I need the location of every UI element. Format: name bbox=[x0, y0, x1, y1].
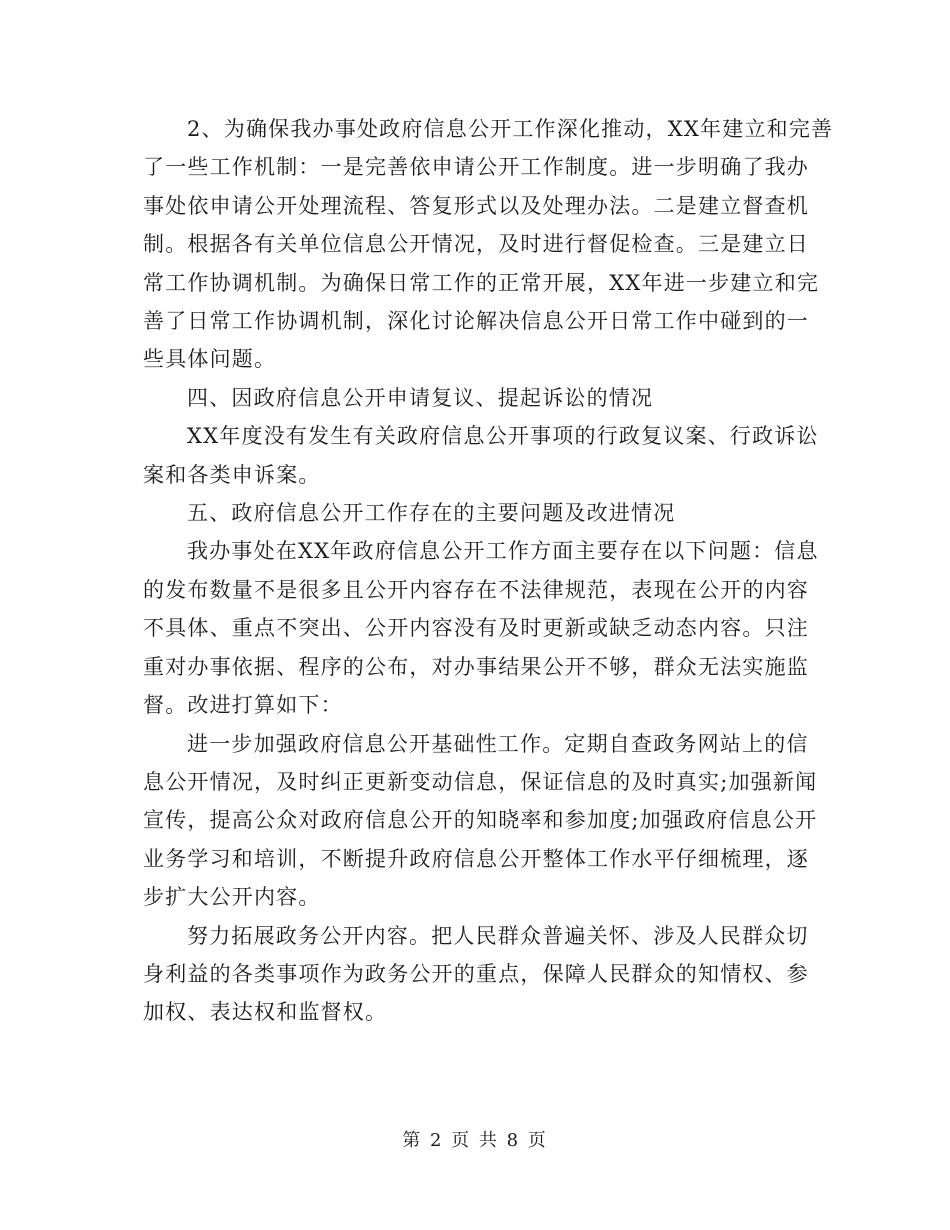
text-line: 五、政府信息公开工作存在的主要问题及改进情况 bbox=[187, 501, 676, 526]
section-heading-five bbox=[143, 494, 808, 532]
page-number-footer: 第 2 页 共 8 页 bbox=[402, 1130, 548, 1151]
text-line: 事处依申请公开处理流程、答复形式以及处理办法。二是建立督查机 bbox=[143, 193, 809, 218]
text-line: XX年度没有发生有关政府信息公开事项的行政复议案、行政诉讼 bbox=[187, 424, 819, 449]
text-line: 我办事处在XX年政府信息公开工作方面主要存在以下问题：信息 bbox=[187, 539, 819, 564]
text-line: 的发布数量不是很多且公开内容存在不法律规范，表现在公开的内容 bbox=[143, 577, 809, 602]
text-line: 业务学习和培训，不断提升政府信息公开整体工作水平仔细梳理，逐 bbox=[143, 846, 809, 871]
document-body bbox=[143, 110, 834, 1032]
text-line: 努力拓展政务公开内容。把人民群众普遍关怀、涉及人民群众切 bbox=[187, 923, 809, 948]
text-line: 四、因政府信息公开申请复议、提起诉讼的情况 bbox=[187, 385, 654, 410]
paragraph-no-reviews bbox=[143, 417, 819, 494]
text-line: 督。改进打算如下： bbox=[143, 693, 343, 718]
text-line: 制。根据各有关单位信息公开情况，及时进行督促检查。三是建立日 bbox=[143, 232, 809, 257]
text-line: 善了日常工作协调机制，深化讨论解决信息公开日常工作中碰到的一 bbox=[143, 309, 809, 334]
text-line: 常工作协调机制。为确保日常工作的正常开展，XX年进一步建立和完 bbox=[143, 270, 820, 295]
text-line: 宣传，提高公众对政府信息公开的知晓率和参加度;加强政府信息公开 bbox=[143, 808, 818, 833]
text-line: 息公开情况，及时纠正更新变动信息，保证信息的及时真实;加强新闻 bbox=[143, 769, 818, 794]
text-line: 不具体、重点不突出、公开内容没有及时更新或缺乏动态内容。只注 bbox=[143, 616, 809, 641]
paragraph-strengthen-foundation bbox=[143, 725, 818, 917]
paragraph-work-mechanisms bbox=[143, 110, 834, 379]
text-line: 案和各类申诉案。 bbox=[143, 462, 321, 487]
text-line: 加权、表达权和监督权。 bbox=[143, 1000, 388, 1025]
text-line: 2、为确保我办事处政府信息公开工作深化推动，XX年建立和完善 bbox=[187, 117, 834, 141]
text-line: 重对办事依据、程序的公布，对办事结果公开不够，群众无法实施监 bbox=[143, 654, 809, 679]
paragraph-expand-content bbox=[143, 917, 808, 1032]
text-line: 了一些工作机制：一是完善依申请公开工作制度。进一步明确了我办 bbox=[143, 155, 809, 180]
text-line: 步扩大公开内容。 bbox=[143, 885, 321, 910]
paragraph-problems bbox=[143, 532, 819, 724]
text-line: 身利益的各类事项作为政务公开的重点，保障人民群众的知情权、参 bbox=[143, 961, 809, 986]
text-line: 进一步加强政府信息公开基础性工作。定期自查政务网站上的信 bbox=[187, 731, 809, 756]
section-heading-four bbox=[143, 379, 808, 417]
text-line: 些具体问题。 bbox=[143, 347, 277, 372]
